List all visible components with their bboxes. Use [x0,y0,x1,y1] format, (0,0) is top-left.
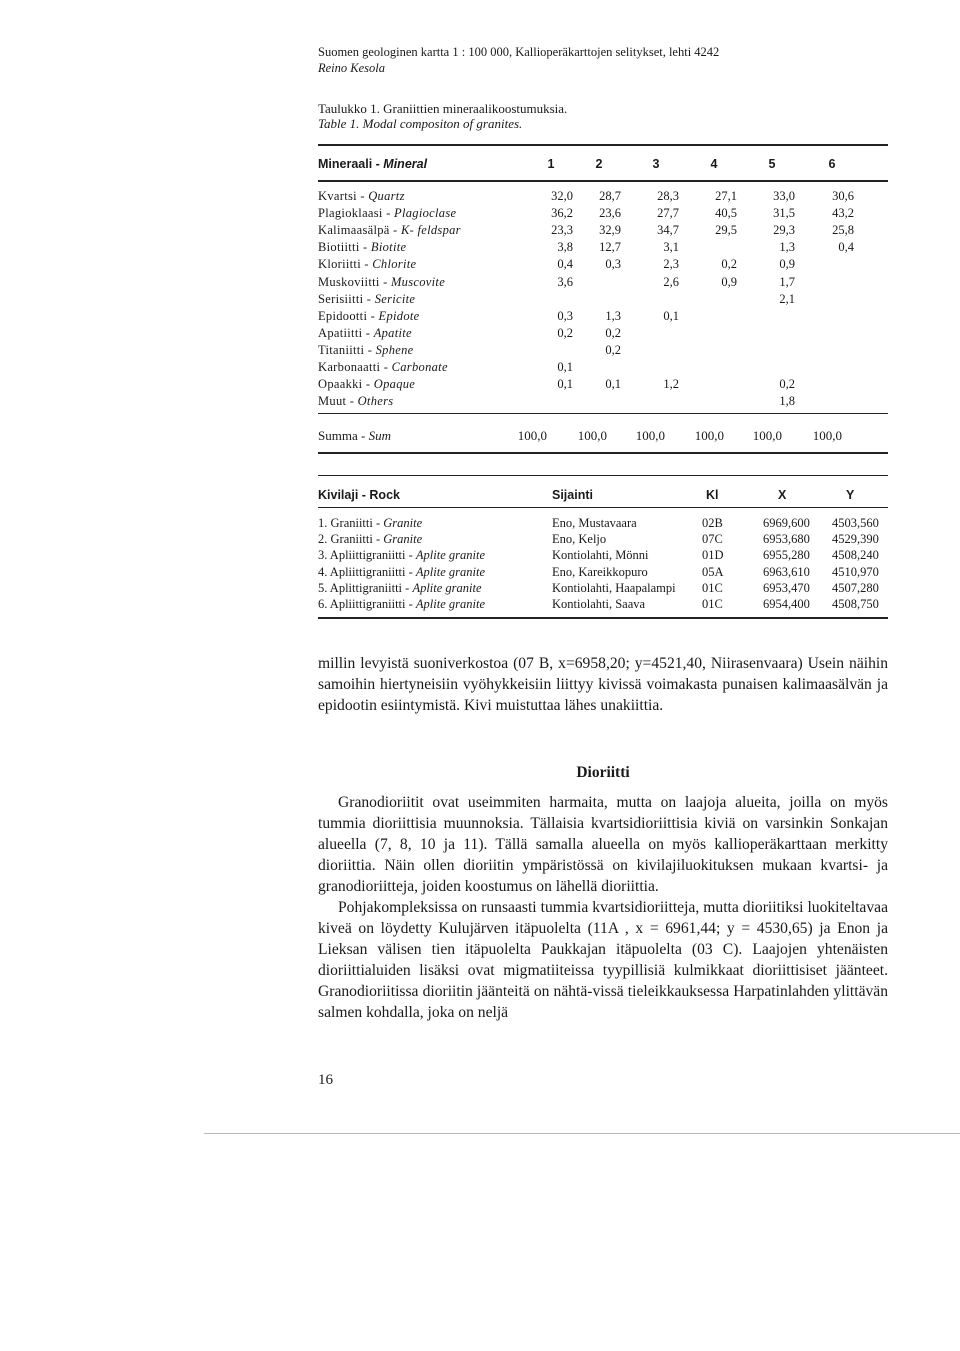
mineral-name-fi: Kalimaasälpä - [318,223,401,238]
mineral-value-cell: 0,1 [557,360,573,374]
mineral-value-cell: 0,2 [779,377,795,392]
column-number-header: 2 [595,157,603,171]
y-coordinate-cell: 4508,240 [832,548,879,563]
mineral-name [318,291,415,308]
mineral-name-fi: Kvartsi - [318,189,369,203]
mineral-name-en: Others [357,394,394,409]
mineral-name [318,342,414,359]
mineral-value-cell: 0,1 [605,377,621,392]
mineral-name [318,256,416,273]
x-coordinate-cell: 6969,600 [763,516,810,530]
mineral-value-cell: 0,1 [663,308,679,323]
location-cell: Eno, Mustavaara [552,516,637,530]
location-cell: Kontiolahti, Saava [552,597,646,611]
kl-cell: 05A [702,564,724,579]
x-coordinate-cell: 6953,680 [763,532,810,547]
rock-table-header-rule [318,507,888,508]
mineral-value-cell: 29,5 [715,223,737,238]
location-cell: Kontiolahti, Mönni [552,548,649,563]
mineral-value-cell: 34,7 [657,223,679,238]
mineral-name-en: Biotite [370,240,407,255]
mineral-value-cell: 1,8 [779,394,795,409]
section-body [318,792,888,1023]
y-coordinate-cell: 4510,970 [832,564,879,579]
rock-name-fi [318,515,422,531]
mineral-name [318,274,445,291]
y-coordinate-cell: 4508,750 [832,597,879,611]
sum-value-cell: 100,0 [635,428,665,443]
mineral-name-fi: Biotiitti - [318,240,371,255]
mineral-value-cell: 0,2 [605,342,621,357]
mineral-name-en: Muscovite [390,274,446,289]
mineral-name-fi: Titaniitti - [318,342,376,357]
mineral-name-en: K- feldspar [400,223,461,238]
mineral-name-fi: Epidootti - [318,308,379,323]
mineral-value-cell: 2,6 [663,274,679,289]
table-caption-fi: Taulukko 1. Graniittien mineraalikoostumuksia. [318,101,568,116]
column-number-header: 4 [710,157,718,171]
mineral-name-en: Apatite [373,325,412,340]
mineral-name-en: Epidote [378,308,420,323]
table-top-rule [318,144,888,146]
rock-name-fi-text: 5. Aplittigraniitti - [318,580,413,595]
mineral-value-cell: 27,1 [715,189,737,203]
mineral-value-cell: 0,9 [779,257,795,272]
rock-name-en: Aplite granite [415,597,486,611]
mineral-name [318,376,415,393]
scan-edge-line [204,1133,960,1134]
rock-name-fi-text: 1. Graniitti - [318,516,384,530]
mineral-name-en: Carbonate [391,360,448,374]
rock-name-fi-text: 4. Apliittigraniitti - [318,564,416,579]
rock-header: Kivilaji - Rock [318,488,400,502]
mineral-name-en: Plagioclase [394,206,457,221]
paragraph-3: Pohjakompleksissa on runsaasti tummia kvartsidioriitteja, mutta dioriitiksi luokiteltavaa kiveä on löydetty Kulujärven itäpuolelta (11A , x = 6961,44; y = 4530,65) ja Enon ja Lieksan välisen tien itäpuolelta Paukkajan itäpuolelta (03 C). Laajojen yhtenäisten dioriittialuiden lisäksi ovat migmatiiteissa tyypillisiä kulmikkaat dioriittisiset jäänteet. Granodioriitissa dioriitin jäänteitä on nähtä-vissä tieleikkauksessa Harpatinlahden ylittävän salmen kohdalla, joka on neljä [318,899,888,1021]
mineral-value-cell: 31,5 [773,206,795,221]
mineral-name-en: Sphene [375,342,414,357]
mineral-name [318,239,406,256]
y-coordinate-cell: 4529,390 [832,532,879,547]
mineral-value-cell: 0,4 [838,240,854,255]
mineral-value-cell: 36,2 [551,206,573,221]
mineral-value-cell: 12,7 [599,240,621,255]
mineral-value-cell: 1,3 [605,308,621,323]
running-header: Suomen geologinen kartta 1 : 100 000, Kallioperäkarttojen selitykset, lehti 4242 [318,45,720,59]
mineral-value-cell: 23,3 [551,223,573,238]
mineral-value-cell: 3,6 [557,274,573,289]
rock-table-top-rule [318,475,888,476]
column-number-header: 5 [768,157,776,171]
mineral-value-cell: 1,7 [779,274,795,289]
section-heading: Dioriitti [576,764,630,781]
mineral-value-cell: 25,8 [832,223,854,238]
sum-label-fi: Summa - [318,428,369,443]
mineral-value-cell: 2,3 [663,257,679,272]
rock-name-fi [318,547,485,563]
mineral-name-en: Chlorite [372,257,417,272]
rock-name-en: Granite [383,532,423,547]
location-cell: Kontiolahti, Haapalampi [552,580,676,595]
rock-name-fi [318,531,422,547]
x-coordinate-cell: 6955,280 [763,548,810,563]
mineral-value-cell: 0,3 [557,308,573,323]
mineral-name [318,325,412,342]
mineral-name-en: Opaque [373,377,416,392]
rock-name-en: Aplite granite [415,548,486,563]
column-number-header: 3 [652,157,660,171]
paragraph-continuation [318,653,888,716]
mineral-value-cell: 28,7 [599,189,621,203]
mineral-value-cell: 32,9 [599,223,621,238]
sum-value-cell: 100,0 [752,428,782,443]
mineral-value-cell: 23,6 [599,206,621,221]
mineral-name-fi: Muskoviitti - [318,274,391,289]
mineral-name-fi: Plagioklaasi - [318,206,395,221]
paragraph-2: Granodioriitit ovat useimmiten harmaita, mutta on laajoja alueita, joilla on myös tummia dioriittisia muunnoksia. Tällaisia kvartsidioriittisia kiviä on varsinkin Sonkajan alueella (7, 8, 10 ja 11). Tällä samalla alueella on myös kallioperäkarttaan merkitty dioriittia. Näin ollen dioriitin ympäristössä on kivilajiluokituksen mukaan kvartsi- ja granodioriitteja, joiden koostumus on lähellä dioriittia. [318,794,888,895]
mineral-name-en: Quartz [368,189,405,203]
mineral-name-fi: Serisiitti - [318,291,375,306]
rock-name-fi [318,596,485,612]
mineral-value-cell: 43,2 [832,206,854,221]
location-header: Sijainti [552,488,593,502]
mineral-name [318,393,393,410]
mineral-value-cell: 28,3 [657,189,679,203]
mineral-value-cell: 2,1 [779,291,795,306]
mineral-name [318,222,461,239]
table-caption-en: Table 1. Modal compositon of granites. [318,116,523,131]
rock-name-en: Aplite granite [415,564,486,579]
mineral-header-en: Mineral [383,157,428,171]
rock-name-en: Aplite granite [412,580,482,595]
mineral-name-fi: Opaakki - [318,377,374,392]
mineral-header-fi: Mineraali - [318,157,384,171]
mineral-value-cell: 0,1 [557,377,573,392]
rock-name-en: Granite [383,516,423,530]
sum-value-cell: 100,0 [812,428,842,443]
x-coordinate-cell: 6954,400 [763,597,810,611]
paragraph-1: millin levyistä suoniverkostoa (07 B, x=6958,20; y=4521,40, Niirasenvaara) Usein näihin samoihin hiertyneisiin vyöhykkeisiin liittyy kivissä voimakasta punaisen kalimaasälvän ja epidootin esiintymistä. Kivi muistuttaa lähes unakiittia. [318,655,888,714]
location-cell: Eno, Kareikkopuro [552,564,648,579]
mineral-value-cell: 1,2 [663,377,679,392]
column-number-header: 6 [828,157,836,171]
rock-name-fi-text: 3. Apliittigraniitti - [318,548,416,563]
sum-value-cell: 100,0 [694,428,724,443]
kl-cell: 01C [702,597,723,611]
rock-name-fi [318,580,482,596]
kl-cell: 02B [702,516,723,530]
column-number-header: 1 [547,157,555,171]
mineral-value-cell: 0,2 [557,325,573,340]
kl-cell: 01D [702,548,724,563]
kl-cell: 07C [702,532,723,547]
table-sum-rule [318,413,888,414]
author-name: Reino Kesola [318,61,386,75]
mineral-name [318,308,420,325]
mineral-value-cell: 0,9 [721,274,737,289]
y-coordinate-cell: 4507,280 [832,580,879,595]
location-cell: Eno, Keljo [552,532,607,547]
mineral-value-cell: 32,0 [551,189,573,203]
mineral-column-header [318,157,427,171]
mineral-value-cell: 27,7 [657,206,679,221]
mineral-value-cell: 29,3 [773,223,795,238]
rock-table-bottom-rule [318,617,888,619]
mineral-name-fi: Karbonaatti - [318,360,392,374]
rock-name-fi-text: 6. Apliittigraniitti - [318,597,416,611]
mineral-name-fi: Muut - [318,394,358,409]
page-number: 16 [318,1072,333,1088]
sum-label-en: Sum [368,428,391,443]
mineral-name [318,188,405,205]
x-header: X [778,488,787,502]
mineral-name-en: Sericite [374,291,416,306]
mineral-value-cell: 0,2 [605,325,621,340]
y-coordinate-cell: 4503,560 [832,516,879,530]
sum-value-cell: 100,0 [577,428,607,443]
kl-cell: 01C [702,580,723,595]
mineral-value-cell: 3,8 [557,240,573,255]
mineral-name-fi: Apatiitti - [318,325,374,340]
mineral-value-cell: 40,5 [715,206,737,221]
x-coordinate-cell: 6953,470 [763,580,810,595]
mineral-value-cell: 0,2 [721,257,737,272]
kl-header: Kl [706,488,719,502]
mineral-value-cell: 3,1 [663,240,679,255]
mineral-value-cell: 33,0 [773,189,795,203]
mineral-name-fi: Kloriitti - [318,257,373,272]
mineral-value-cell: 1,3 [779,240,795,255]
sum-value-cell: 100,0 [517,428,547,443]
mineral-value-cell: 0,4 [557,257,573,272]
mineral-value-cell: 30,6 [832,189,854,203]
table-bottom-rule [318,452,888,454]
mineral-name [318,205,456,222]
rock-name-fi-text: 2. Graniitti - [318,532,384,547]
rock-name-fi [318,564,485,580]
y-header: Y [846,488,855,502]
x-coordinate-cell: 6963,610 [763,564,810,579]
table-header-rule [318,180,888,182]
mineral-name [318,359,448,376]
mineral-value-cell: 0,3 [605,257,621,272]
